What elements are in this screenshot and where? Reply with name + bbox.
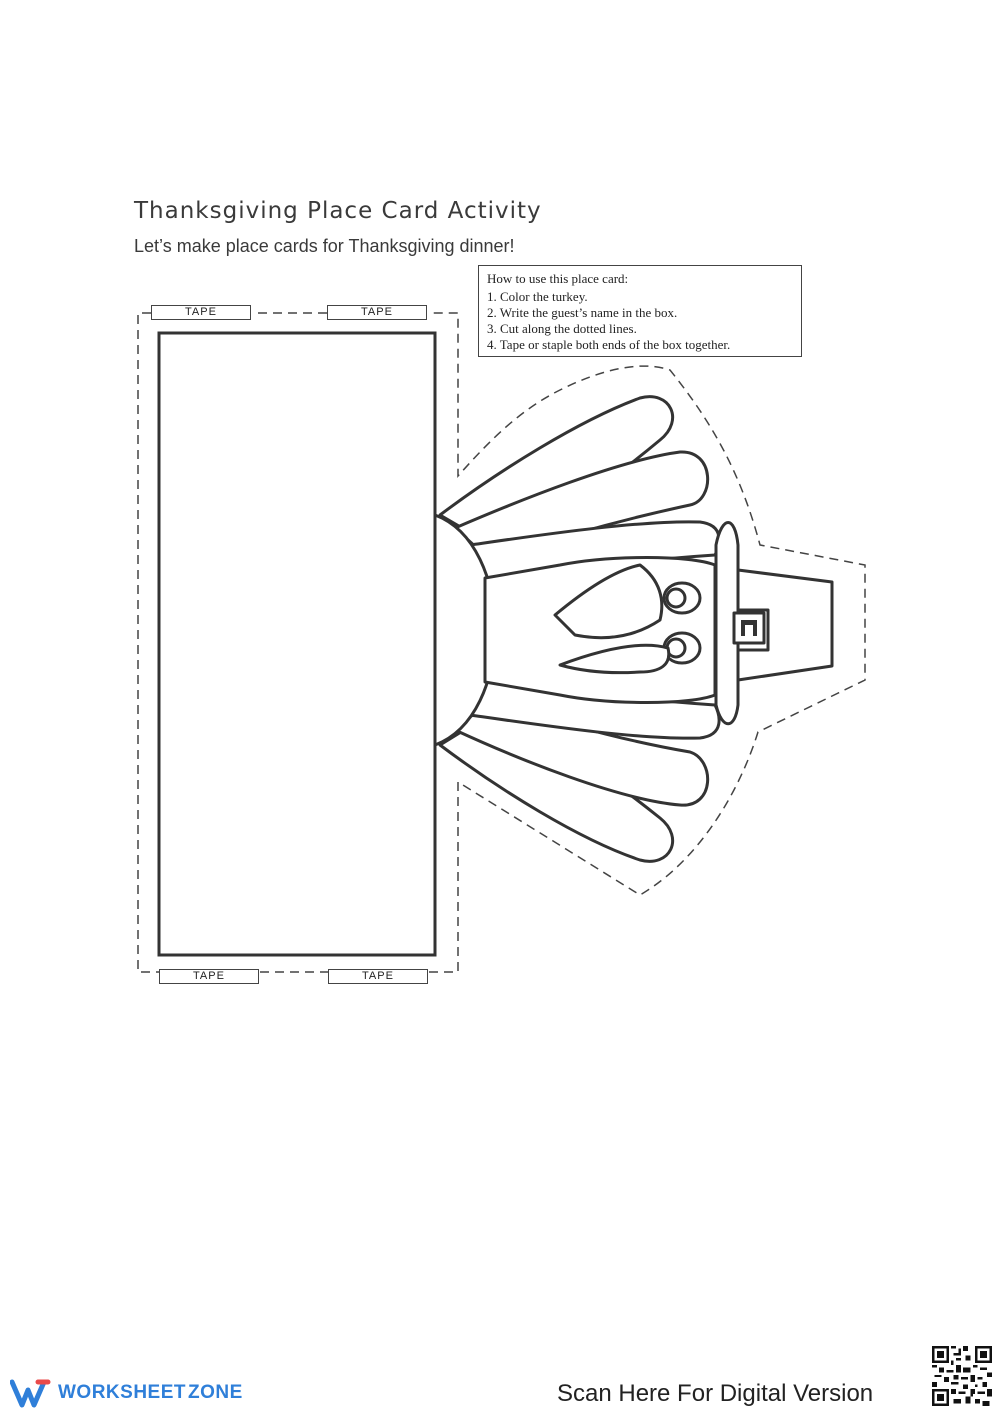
worksheetzone-logo-icon: [10, 1378, 52, 1408]
instructions-list: [487, 289, 793, 353]
tape-tab-bottom-right: TAPE: [328, 969, 428, 984]
instructions-box: [478, 265, 802, 357]
instruction-step: 1. Color the turkey.: [487, 289, 588, 304]
qr-code-icon[interactable]: [932, 1346, 992, 1406]
brand-name-part1: WORKSHEET: [58, 1382, 186, 1403]
worksheet-subtitle: Let’s make place cards for Thanksgiving dinner!: [134, 236, 515, 256]
brand-name: [58, 1382, 243, 1404]
turkey-drawing: [435, 397, 832, 862]
brand-name-part2: ZONE: [188, 1382, 243, 1403]
worksheetzone-logo[interactable]: [10, 1376, 243, 1410]
worksheet-title: Thanksgiving Place Card Activity: [134, 198, 542, 224]
name-box: [159, 333, 435, 955]
tape-tab-bottom-left: TAPE: [159, 969, 259, 984]
tape-tab-top-left: TAPE: [151, 305, 251, 320]
instruction-step: 3. Cut along the dotted lines.: [487, 321, 637, 336]
instruction-step: 2. Write the guest’s name in the box.: [487, 305, 678, 320]
tape-tab-top-right: TAPE: [327, 305, 427, 320]
instructions-heading: How to use this place card:: [487, 271, 629, 286]
instruction-step: 4. Tape or staple both ends of the box together.: [487, 337, 731, 352]
scan-text: Scan Here For Digital Version: [557, 1380, 874, 1407]
